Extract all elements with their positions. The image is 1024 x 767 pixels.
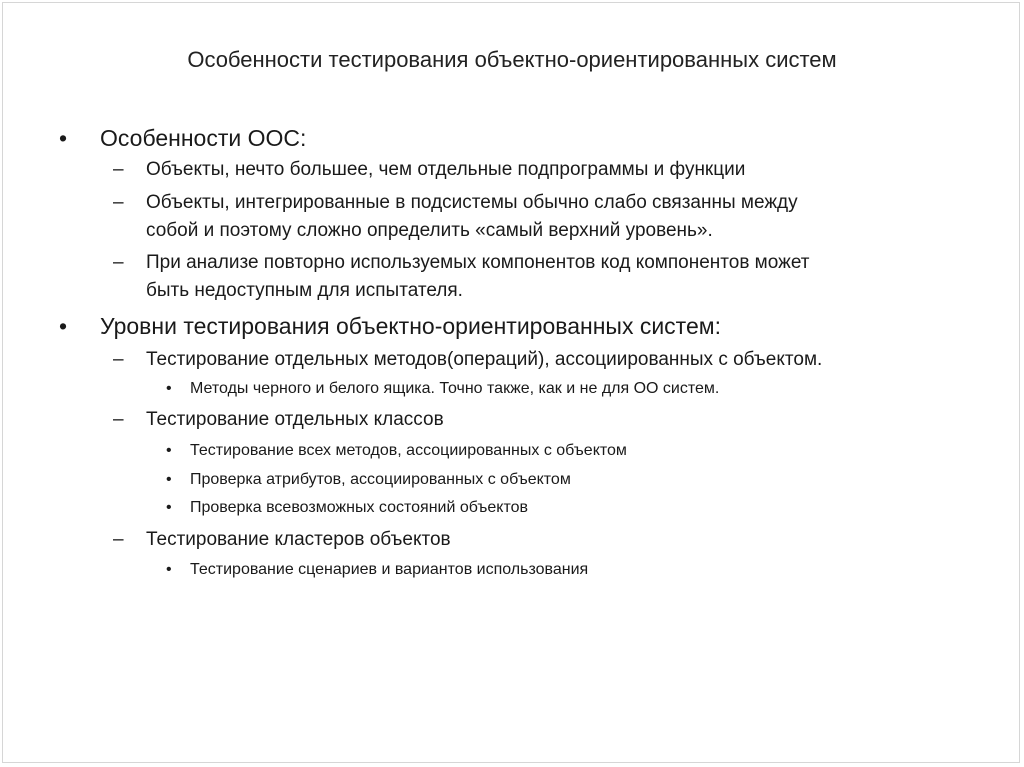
dash-marker: – xyxy=(113,159,124,180)
dash-marker: – xyxy=(113,529,124,550)
sub-list-item: • Тестирование всех методов, ассоциированных с объектом xyxy=(166,440,966,462)
sub-bullet-marker: • xyxy=(166,499,172,516)
bullet-marker: • xyxy=(59,125,68,151)
list-item: – Объекты, нечто большее, чем отдельные подпрограммы и функции xyxy=(113,156,993,184)
section-heading-levels: • Уровни тестирования объектно-ориентированных систем: xyxy=(59,313,721,339)
sub-list-item: • Методы черного и белого ящика. Точно также, как и не для ОО систем. xyxy=(166,378,966,400)
sub-list-item: • Проверка атрибутов, ассоциированных с объектом xyxy=(166,469,966,491)
slide-title: Особенности тестирования объектно-ориентированных систем xyxy=(187,47,837,72)
list-item: – Объекты, интегрированные в подсистемы обычно слабо связанны между собой и поэтому сложно определить «самый верхний уровень». xyxy=(113,189,993,245)
slide xyxy=(2,2,1020,763)
dash-marker: – xyxy=(113,409,124,430)
sub-bullet-marker: • xyxy=(166,380,172,397)
list-item: – Тестирование отдельных методов(операций), ассоциированных с объектом. xyxy=(113,346,993,374)
section-heading-oos: • Особенности ООС: xyxy=(59,125,307,151)
list-item: – Тестирование кластеров объектов xyxy=(113,526,993,554)
sub-bullet-marker: • xyxy=(166,471,172,488)
sub-bullet-marker: • xyxy=(166,561,172,578)
dash-marker: – xyxy=(113,192,124,213)
sub-list-item: • Тестирование сценариев и вариантов использования xyxy=(166,559,966,581)
list-item: – При анализе повторно используемых компонентов код компонентов может быть недоступным для испытателя. xyxy=(113,249,993,305)
sub-bullet-marker: • xyxy=(166,442,172,459)
dash-marker: – xyxy=(113,252,124,273)
bullet-marker: • xyxy=(59,313,68,339)
sub-list-item: • Проверка всевозможных состояний объектов xyxy=(166,497,966,519)
list-item: – Тестирование отдельных классов xyxy=(113,406,993,434)
dash-marker: – xyxy=(113,349,124,370)
